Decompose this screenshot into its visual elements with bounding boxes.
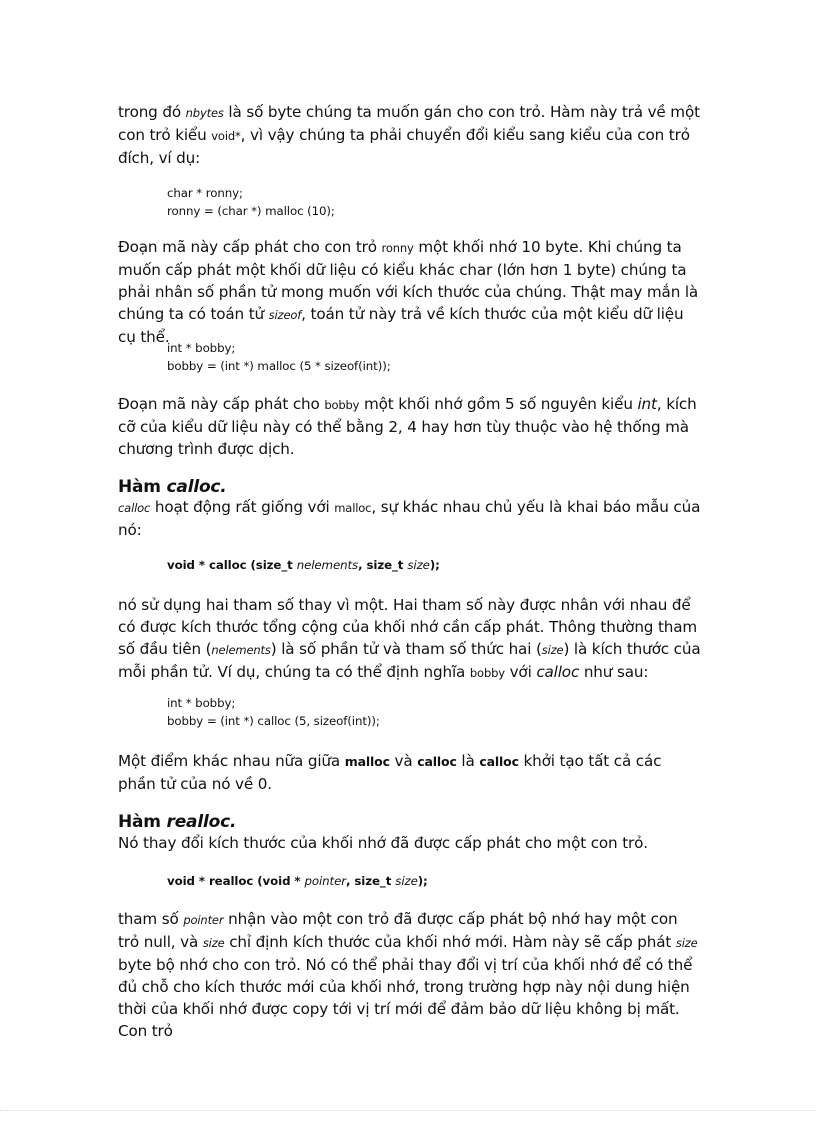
heading-realloc — [118, 811, 702, 833]
inline-code-size: size — [541, 643, 564, 657]
inline-code-bobby: bobby — [469, 666, 505, 680]
heading-calloc — [118, 476, 702, 498]
paragraph-bobby-int — [118, 393, 702, 460]
code-block-ronny — [167, 184, 707, 220]
param-nelements: nelements — [296, 558, 359, 572]
param-pointer: pointer — [304, 874, 346, 888]
code-text: , size_t — [358, 558, 408, 572]
text: trong đó — [118, 103, 186, 121]
inline-code-malloc: malloc — [344, 754, 390, 769]
code-text: , size_t — [346, 874, 396, 888]
inline-code-sizeof: sizeof — [268, 308, 302, 322]
paragraph-malloc-return — [118, 101, 702, 169]
text: , toán tử này trả về kích thước của một kiểu dữ liệu cụ thể. — [118, 305, 684, 346]
inline-code-ronny: ronny — [381, 241, 414, 255]
heading-function-name: calloc. — [166, 477, 227, 497]
inline-code-nbytes: nbytes — [185, 106, 224, 120]
paragraph-realloc-intro: Nó thay đổi kích thước của khối nhớ đã được cấp phát cho một con trỏ. — [118, 834, 648, 852]
inline-code-int: int — [637, 395, 657, 413]
text: hoạt động rất giống với — [150, 498, 335, 516]
text: nhận vào một con trỏ đã được cấp phát bộ nhớ hay một con trỏ null, và — [118, 910, 678, 951]
inline-code-bobby: bobby — [324, 398, 360, 412]
inline-code-size: size — [675, 936, 698, 950]
text: nó sử dụng hai tham số thay vì một. Hai tham số này được nhân với nhau để có được kích thước tổng cộng của khối nhớ cần cấp phát. Thông thường tham số đầu tiên ( — [118, 596, 698, 658]
heading-text: Hàm — [118, 812, 167, 832]
heading-text: Hàm — [118, 477, 167, 497]
text: là — [456, 752, 480, 770]
text: byte bộ nhớ cho con trỏ. Nó có thể phải thay đổi vị trí của khối nhớ để có thể đủ chỗ cho kích thước mới của khối nhớ, trong trường hợp này nội dung hiện thời của khối nhớ được copy tới vị trí mới để đảm bảo dữ liệu không bị mất. Con trỏ — [118, 956, 693, 1040]
page-bottom-dotted-rule — [0, 1110, 816, 1111]
inline-code-size: size — [202, 936, 225, 950]
text: một khối nhớ gồm 5 số nguyên kiểu — [359, 395, 638, 413]
code-line: bobby = (int *) malloc (5 * sizeof(int)); — [167, 359, 391, 373]
param-size: size — [407, 558, 430, 572]
text: ) là số phần tử và tham số thức hai ( — [270, 640, 542, 658]
code-calloc-prototype — [167, 556, 707, 574]
inline-code-pointer: pointer — [183, 913, 224, 927]
inline-code-malloc: malloc — [334, 501, 372, 515]
param-size: size — [395, 874, 418, 888]
text: và — [389, 752, 418, 770]
code-text: void * calloc (size_t — [167, 558, 297, 572]
text: , kích cỡ của kiểu dữ liệu này có thể bằng 2, 4 hay hơn tùy thuộc vào hệ thống mà chương trình được dịch. — [118, 395, 697, 458]
heading-function-name: realloc. — [166, 812, 237, 832]
code-line: char * ronny; — [167, 186, 243, 200]
paragraph-calloc-intro — [118, 496, 702, 541]
paragraph-calloc-params — [118, 594, 702, 684]
text: , sự khác nhau chủ yếu là khai báo mẫu của nó: — [118, 498, 701, 539]
text: Đoạn mã này cấp phát cho con trỏ — [118, 238, 382, 256]
code-line: ronny = (char *) malloc (10); — [167, 204, 335, 218]
inline-code-calloc: calloc — [417, 754, 457, 769]
code-realloc-prototype — [167, 872, 707, 890]
text: ) là kích thước của mỗi phần tử. Ví dụ, chúng ta có thể định nghĩa — [118, 640, 701, 681]
text: một khối nhớ 10 byte. Khi chúng ta muốn cấp phát một khối dữ liệu có kiểu khác char (lớn hơn 1 byte) chúng ta phải nhân số phần tử mong muốn với kích thước của chúng. Thật may mắn là chúng ta có toán tử — [118, 238, 699, 323]
text: như sau: — [579, 663, 649, 681]
inline-code-nelements: nelements — [211, 643, 271, 657]
code-line: bobby = (int *) calloc (5, sizeof(int)); — [167, 714, 380, 728]
text: chỉ định kích thước của khối nhớ mới. Hàm này sẽ cấp phát — [224, 933, 676, 951]
code-text: ); — [417, 874, 428, 888]
inline-code-calloc: calloc — [479, 754, 519, 769]
code-text: ); — [429, 558, 440, 572]
text: Đoạn mã này cấp phát cho — [118, 395, 325, 413]
inline-code-calloc: calloc — [536, 663, 580, 681]
code-line: int * bobby; — [167, 341, 236, 355]
paragraph-calloc-difference — [118, 750, 702, 795]
text: , vì vậy chúng ta phải chuyển đổi kiểu sang kiểu của con trỏ đích, ví dụ: — [118, 126, 690, 167]
code-block-bobby-malloc — [167, 339, 707, 375]
code-block-bobby-calloc — [167, 694, 707, 730]
inline-code-calloc: calloc — [118, 501, 151, 515]
text: là số byte chúng ta muốn gán cho con trỏ. Hàm này trả về một con trỏ kiểu — [118, 103, 700, 144]
text: Một điểm khác nhau nữa giữa — [118, 752, 345, 770]
code-text: void * realloc (void * — [167, 874, 305, 888]
paragraph-malloc-sizeof — [118, 236, 702, 348]
text: tham số — [118, 910, 184, 928]
code-line: int * bobby; — [167, 696, 236, 710]
inline-code-void-ptr: void* — [211, 129, 241, 143]
text: khởi tạo tất cả các phần tử của nó về 0. — [118, 752, 662, 793]
text: với — [504, 663, 537, 681]
paragraph-realloc-params — [118, 908, 702, 1042]
